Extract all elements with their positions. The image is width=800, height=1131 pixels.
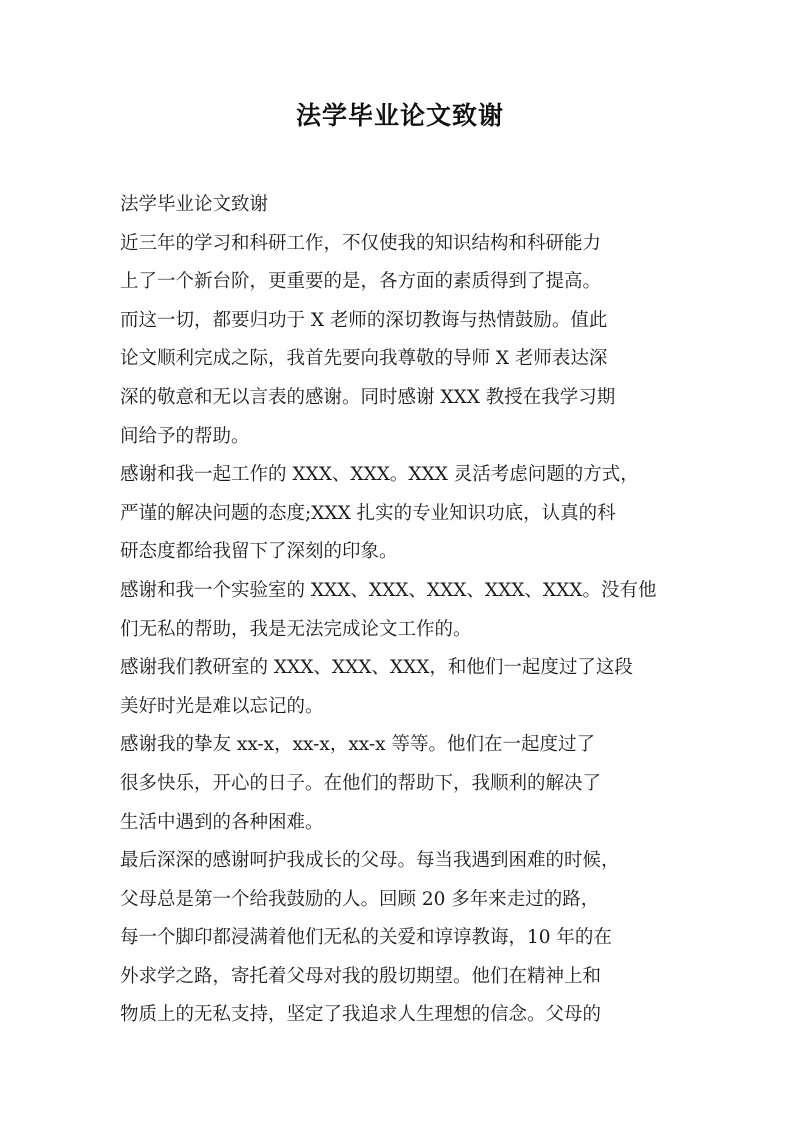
body-line: 近三年的学习和科研工作，不仅使我的知识结构和科研能力 — [120, 232, 602, 254]
body-line: 论文顺利完成之际，我首先要向我尊敬的导师 X 老师表达深 — [120, 348, 608, 370]
body-line: 严谨的解决问题的态度;XXX 扎实的专业知识功底，认真的科 — [120, 502, 616, 524]
body-line: 生活中遇到的各种困难。 — [120, 811, 324, 833]
body-line: 外求学之路，寄托着父母对我的殷切期望。他们在精神上和 — [120, 965, 602, 987]
body-line: 上了一个新台阶，更重要的是，各方面的素质得到了提高。 — [120, 271, 602, 293]
body-line: 每一个脚印都浸满着他们无私的关爱和谆谆教诲，10 年的在 — [120, 927, 612, 949]
body-line: 美好时光是难以忘记的。 — [120, 695, 324, 717]
body-line: 感谢我们教研室的 XXX、XXX、XXX，和他们一起度过了这段 — [120, 657, 633, 679]
body-line: 物质上的无私支持，坚定了我追求人生理想的信念。父母的 — [120, 1004, 602, 1026]
body-line: 法学毕业论文致谢 — [120, 194, 269, 215]
document-title: 法学毕业论文致谢 — [295, 101, 504, 130]
body-line: 研态度都给我留下了深刻的印象。 — [120, 541, 398, 563]
body-line: 感谢和我一个实验室的 XXX、XXX、XXX、XXX、XXX。没有他 — [120, 579, 657, 601]
body-line: 感谢我的挚友 xx-x，xx-x，xx-x 等等。他们在一起度过了 — [120, 734, 595, 756]
body-line: 感谢和我一起工作的 XXX、XXX。XXX 灵活考虑问题的方式， — [120, 464, 639, 486]
body-line: 深的敬意和无以言表的感谢。同时感谢 XXX 教授在我学习期 — [120, 386, 616, 408]
document-body — [120, 186, 698, 1035]
body-line: 很多快乐，开心的日子。在他们的帮助下，我顺利的解决了 — [120, 772, 602, 794]
body-line: 而这一切，都要归功于 X 老师的深切教诲与热情鼓励。值此 — [120, 309, 608, 331]
body-line: 们无私的帮助，我是无法完成论文工作的。 — [120, 618, 472, 640]
body-line: 间给予的帮助。 — [120, 425, 250, 447]
body-line: 最后深深的感谢呵护我成长的父母。每当我遇到困难的时候， — [120, 850, 620, 872]
body-line: 父母总是第一个给我鼓励的人。回顾 20 多年来走过的路， — [120, 888, 600, 910]
